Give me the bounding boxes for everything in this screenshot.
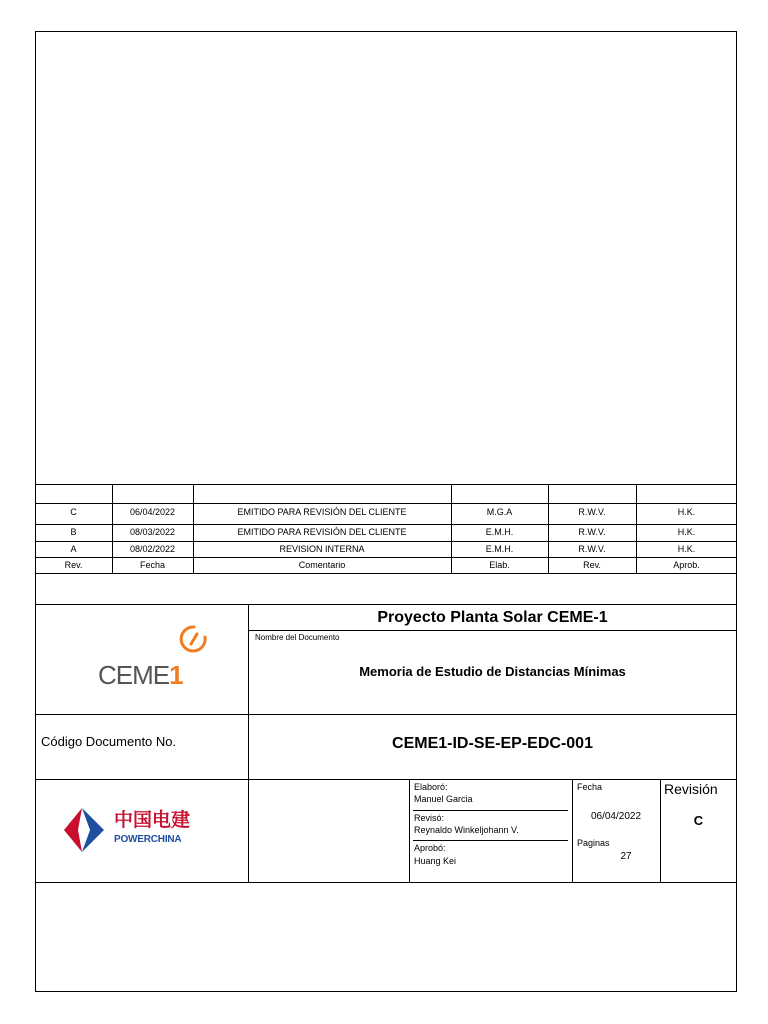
rev-cell: R.W.V.: [578, 544, 606, 554]
rev-cell: A: [70, 544, 77, 554]
revision-value: C: [693, 813, 704, 828]
ceme1-logo: [90, 622, 230, 694]
powerchina-logo: [60, 804, 210, 860]
title-divider: [35, 714, 737, 715]
doc-name: Memoria de Estudio de Distancias Mínimas: [359, 664, 626, 679]
rev-cell: EMITIDO PARA REVISIÓN DEL CLIENTE: [237, 527, 407, 537]
project-title: Proyecto Planta Solar CEME-1: [377, 609, 608, 626]
powerchina-cn-text: 中国电建: [114, 809, 191, 831]
reviso-label: Revisó:: [414, 813, 445, 823]
title-divider: [35, 779, 737, 780]
rev-cell: H.K.: [677, 507, 696, 517]
signoff-divider: [409, 779, 410, 882]
rev-cell: R.W.V.: [578, 507, 606, 517]
signoff-underline: [413, 840, 568, 841]
rev-cell: 06/04/2022: [129, 507, 176, 517]
title-block-bottom: [35, 882, 737, 883]
elaboro-name: Manuel Garcia: [414, 794, 473, 804]
rev-cell: H.K.: [677, 527, 696, 537]
rev-cell: EMITIDO PARA REVISIÓN DEL CLIENTE: [237, 507, 407, 517]
signoff-divider: [572, 779, 573, 882]
rev-cell: R.W.V.: [578, 527, 606, 537]
doc-name-label: Nombre del Documento: [255, 633, 340, 642]
powerchina-en-text: POWERCHINA: [114, 834, 182, 845]
title-divider: [248, 630, 737, 631]
signoff-divider: [660, 779, 661, 882]
signoff-underline: [413, 810, 568, 811]
fecha-value: 06/04/2022: [590, 811, 642, 822]
code-value: CEME1-ID-SE-EP-EDC-001: [392, 735, 593, 752]
rev-cell: E.M.H.: [485, 527, 514, 537]
rev-header: Comentario: [298, 560, 346, 570]
aprobo-name: Huang Kei: [414, 856, 457, 866]
paginas-value: 27: [620, 851, 632, 862]
code-label: Código Documento No.: [41, 734, 177, 749]
fecha-label: Fecha: [577, 782, 603, 792]
reviso-name: Reynaldo Winkeljohann V.: [414, 825, 519, 835]
aprobo-label: Aprobó:: [414, 843, 446, 853]
rev-cell: H.K.: [677, 544, 696, 554]
rev-header: Aprob.: [673, 560, 700, 570]
rev-cell: 08/02/2022: [129, 544, 176, 554]
rev-header: Rev.: [64, 560, 83, 570]
rev-cell: 08/03/2022: [129, 527, 176, 537]
rev-table-top: [35, 484, 737, 485]
rev-cell: B: [70, 527, 77, 537]
rev-cell: M.G.A: [486, 507, 513, 517]
elaboro-label: Elaboró:: [414, 782, 448, 792]
rev-table-bottom: [35, 573, 737, 574]
rev-cell: C: [70, 507, 77, 517]
revision-label: Revisión: [664, 781, 718, 797]
ceme1-logo-accent: 1: [169, 660, 183, 690]
powerchina-diamond-icon: [60, 804, 110, 856]
paginas-label: Paginas: [577, 838, 610, 848]
ceme1-swoosh-icon: [174, 622, 214, 658]
rev-cell: E.M.H.: [485, 544, 514, 554]
rev-header: Fecha: [139, 560, 165, 570]
title-block-top: [35, 604, 737, 605]
rev-header: Elab.: [489, 560, 510, 570]
rev-cell: REVISION INTERNA: [279, 544, 365, 554]
ceme1-logo-text: CEME: [98, 660, 170, 690]
rev-header: Rev.: [583, 560, 601, 570]
